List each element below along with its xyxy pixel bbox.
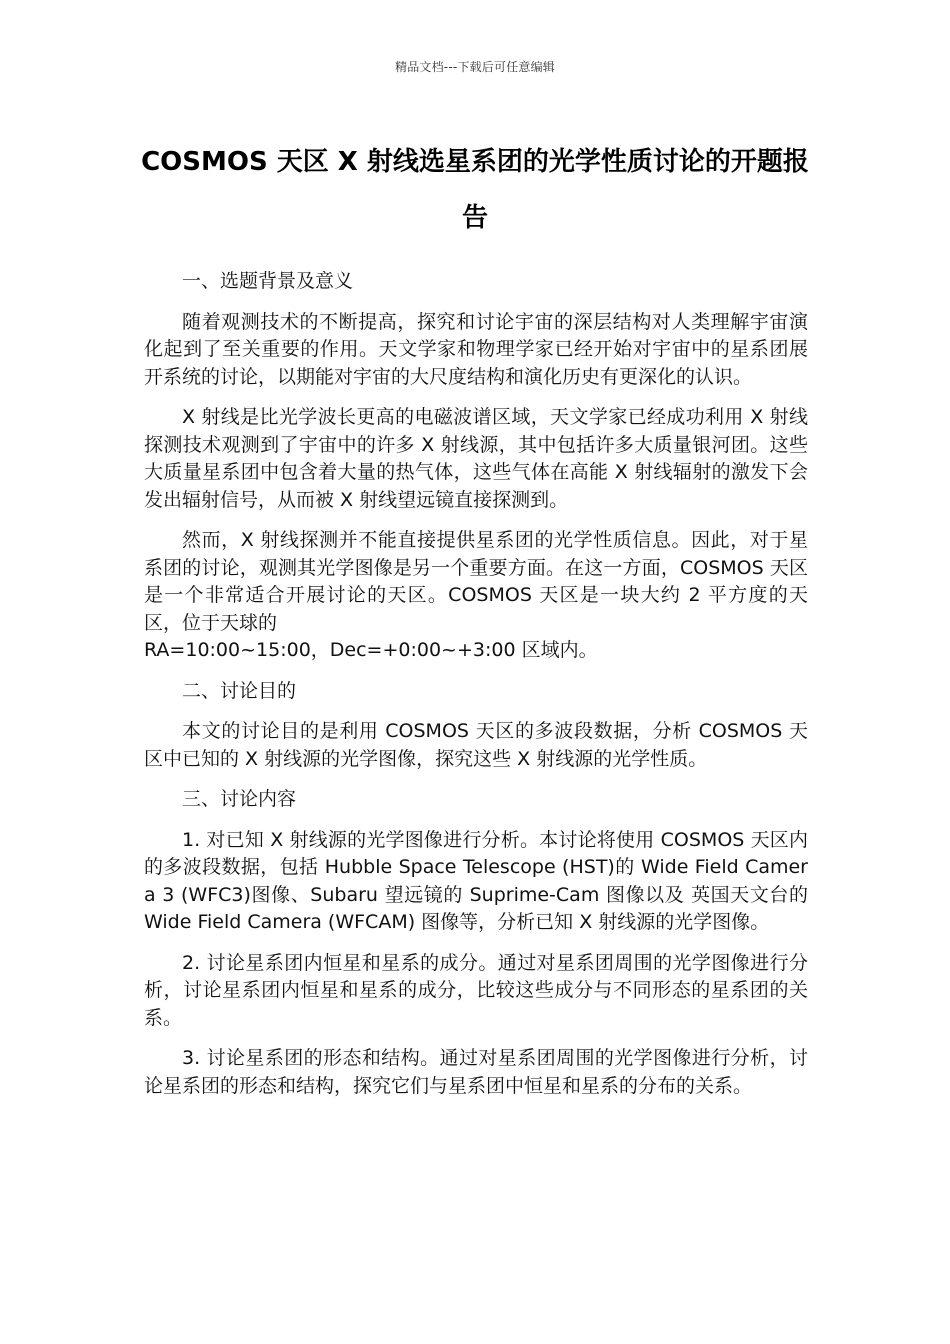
paragraph-background-1: 随着观测技术的不断提高，探究和讨论宇宙的深层结构对人类理解宇宙演化起到了至关重要的作用。天文学家和物理学家已经开始对宇宙中的星系团展开系统的讨论，以期能对宇宙的大尺度结构和演化历史有更深化的认识。: [144, 310, 808, 388]
document-body: [144, 268, 808, 1113]
list-item-content-2: 2. 讨论星系团内恒星和星系的成分。通过对星系团周围的光学图像进行分析，讨论星系团内恒星和星系的成分，比较这些成分与不同形态的星系团的关系。: [144, 951, 808, 1029]
section-heading-purpose: 二、讨论目的: [182, 679, 297, 702]
section-heading-background: 一、选题背景及意义: [182, 270, 354, 292]
paragraph-background-3: 然而，X 射线探测并不能直接提供星系团的光学性质信息。因此，对于星系团的讨论，观测其光学图像是另一个重要方面。在这一方面，COSMOS 天区是一个非常适合开展讨论的天区。COSMOS 天区是一块大约 2 平方度的天区，位于天球的: [144, 529, 808, 634]
list-item-content-1: 1. 对已知 X 射线源的光学图像进行分析。本讨论将使用 COSMOS 天区内的多波段数据，包括 Hubble Space Telescope (HST)的 Wide Field Camera 3 (WFC3)图像、Subaru 望远镜的 Suprime-Cam 图像以及 英国天文台的 Wide Field Camera (WFCAM) 图像等，分析已知 X 射线源的光学图像。: [144, 828, 808, 933]
paragraph-background-3-coordinates: RA=10:00~15:00，Dec=+0:00~+3:00 区域内。: [144, 639, 598, 661]
header-note: 精品文档---下载后可任意编辑: [395, 60, 555, 74]
list-item-content-3: 3. 讨论星系团的形态和结构。通过对星系团周围的光学图像进行分析，讨论星系团的形态和结构，探究它们与星系团中恒星和星系的分布的关系。: [144, 1047, 808, 1097]
paragraph-background-2: X 射线是比光学波长更高的电磁波谱区域，天文学家已经成功利用 X 射线探测技术观测到了宇宙中的许多 X 射线源，其中包括许多大质量银河团。这些大质量星系团中包含着大量的热气体，这些气体在高能 X 射线辐射的激发下会发出辐射信号，从而被 X 射线望远镜直接探测到。: [144, 406, 808, 511]
document-title: COSMOS 天区 X 射线选星系团的光学性质讨论的开题报告: [141, 147, 809, 233]
section-heading-content: 三、讨论内容: [182, 788, 297, 810]
paragraph-purpose: 本文的讨论目的是利用 COSMOS 天区的多波段数据，分析 COSMOS 天区中已知的 X 射线源的光学图像，探究这些 X 射线源的光学性质。: [144, 720, 808, 770]
